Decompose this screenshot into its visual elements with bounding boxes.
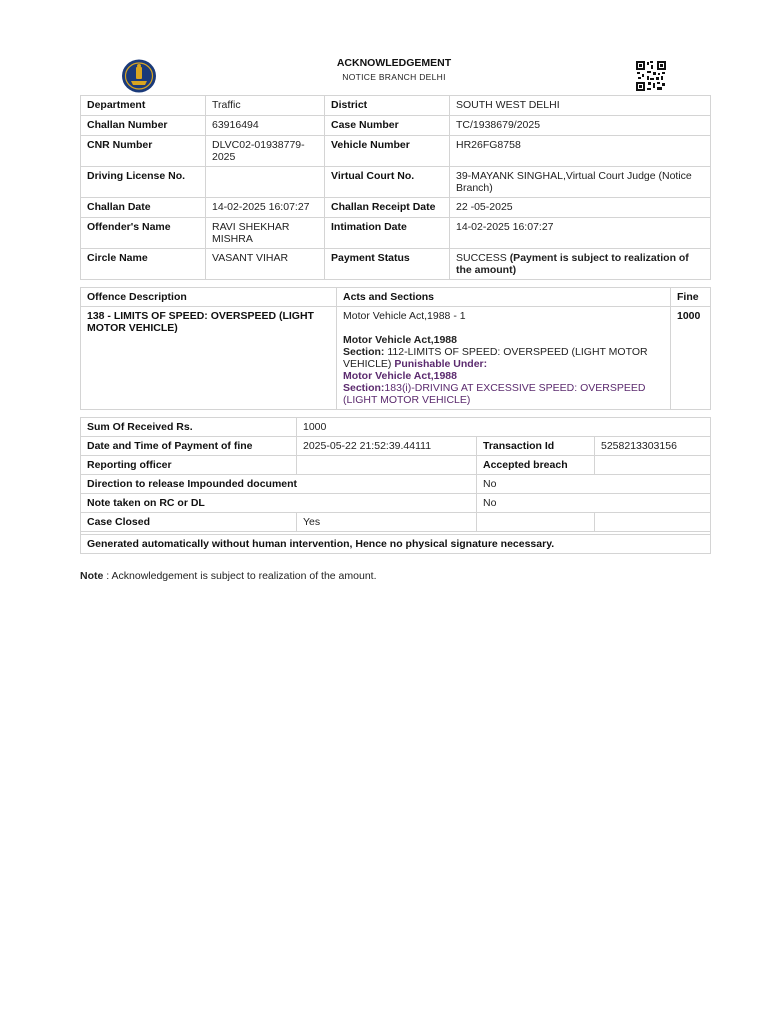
- document-header: [0, 0, 768, 96]
- payment-datetime-label: Date and Time of Payment of fine: [81, 437, 297, 456]
- challan-details-table: [80, 95, 711, 280]
- circle-label: Circle Name: [81, 249, 206, 280]
- rc-dl-note-label: Note taken on RC or DL: [81, 494, 477, 513]
- page-title: ACKNOWLEDGEMENT: [336, 57, 452, 69]
- payment-datetime-value: 2025-05-22 21:52:39.44111: [297, 437, 477, 456]
- punish-act: Motor Vehicle Act,1988: [343, 370, 457, 382]
- generated-notice: Generated automatically without human intervention, Hence no physical signature necessary.: [81, 535, 711, 554]
- act-name: Motor Vehicle Act,1988: [343, 334, 457, 346]
- circle-value: VASANT VIHAR: [206, 249, 325, 280]
- page-subtitle: NOTICE BRANCH DELHI: [342, 72, 446, 82]
- punish-section-text: 183(i)-DRIVING AT EXCESSIVE SPEED: OVERSPEED (LIGHT MOTOR VEHICLE): [343, 382, 646, 406]
- case-closed-label: Case Closed: [81, 513, 297, 532]
- intimation-label: Intimation Date: [325, 218, 450, 249]
- sum-received-label: Sum Of Received Rs.: [81, 418, 297, 437]
- district-value: SOUTH WEST DELHI: [450, 96, 711, 116]
- case-number-label: Case Number: [325, 116, 450, 136]
- virtual-court-label: Virtual Court No.: [325, 167, 450, 198]
- section-line: [343, 346, 664, 370]
- challan-number-value: 63916494: [206, 116, 325, 136]
- section-label: Section:: [343, 346, 385, 358]
- offence-description: 138 - LIMITS OF SPEED: OVERSPEED (LIGHT MOTOR VEHICLE): [81, 307, 337, 410]
- driving-license-label: Driving License No.: [81, 167, 206, 198]
- empty-cell: [595, 513, 711, 532]
- intimation-value: 14-02-2025 16:07:27: [450, 218, 711, 249]
- punishable-label: Punishable Under:: [391, 358, 488, 370]
- receipt-date-label: Challan Receipt Date: [325, 198, 450, 218]
- payment-table: [80, 417, 711, 554]
- release-document-label: Direction to release Impounded document: [81, 475, 477, 494]
- payment-status-label: Payment Status: [325, 249, 450, 280]
- driving-license-value: [206, 167, 325, 198]
- payment-status-text: SUCCESS: [456, 252, 507, 264]
- department-value: Traffic: [206, 96, 325, 116]
- receipt-date-value: 22 -05-2025: [450, 198, 711, 218]
- offence-table: [80, 287, 711, 410]
- qr-code-icon: [636, 61, 666, 91]
- reporting-officer-label: Reporting officer: [81, 456, 297, 475]
- reporting-officer-value: [297, 456, 477, 475]
- district-label: District: [325, 96, 450, 116]
- accepted-breach-label: Accepted breach: [477, 456, 595, 475]
- department-label: Department: [81, 96, 206, 116]
- acts-line: Motor Vehicle Act,1988 - 1: [343, 310, 466, 322]
- punish-section-line: [343, 382, 664, 406]
- offence-description-header: Offence Description: [81, 288, 337, 307]
- release-document-value: No: [477, 475, 711, 494]
- note-text: : Acknowledgement is subject to realization of the amount.: [103, 570, 377, 582]
- vehicle-value: HR26FG8758: [450, 136, 711, 167]
- vehicle-label: Vehicle Number: [325, 136, 450, 167]
- challan-number-label: Challan Number: [81, 116, 206, 136]
- fine-value: 1000: [671, 307, 711, 410]
- punish-section-label: Section:: [343, 382, 385, 394]
- rc-dl-note-value: No: [477, 494, 711, 513]
- challan-date-value: 14-02-2025 16:07:27: [206, 198, 325, 218]
- cnr-value: DLVC02-01938779-2025: [206, 136, 325, 167]
- section-text: 112-LIMITS OF SPEED: OVERSPEED (LIGHT MOTOR VEHICLE): [343, 346, 648, 370]
- sum-received-value: 1000: [297, 418, 711, 437]
- cnr-label: CNR Number: [81, 136, 206, 167]
- payment-status-value: [450, 249, 711, 280]
- empty-cell: [477, 513, 595, 532]
- footer-note: [80, 570, 377, 582]
- fine-header: Fine: [671, 288, 711, 307]
- payment-status-note: (Payment is subject to realization of the amount): [456, 252, 689, 276]
- case-number-value: TC/1938679/2025: [450, 116, 711, 136]
- offender-label: Offender's Name: [81, 218, 206, 249]
- transaction-id-value: 5258213303156: [595, 437, 711, 456]
- challan-date-label: Challan Date: [81, 198, 206, 218]
- note-label: Note: [80, 570, 104, 582]
- transaction-id-label: Transaction Id: [477, 437, 595, 456]
- offender-value: RAVI SHEKHAR MISHRA: [206, 218, 325, 249]
- virtual-court-value: 39-MAYANK SINGHAL,Virtual Court Judge (Notice Branch): [450, 167, 711, 198]
- acts-sections-header: Acts and Sections: [337, 288, 671, 307]
- case-closed-value: Yes: [297, 513, 477, 532]
- accepted-breach-value: [595, 456, 711, 475]
- acts-sections: [337, 307, 671, 410]
